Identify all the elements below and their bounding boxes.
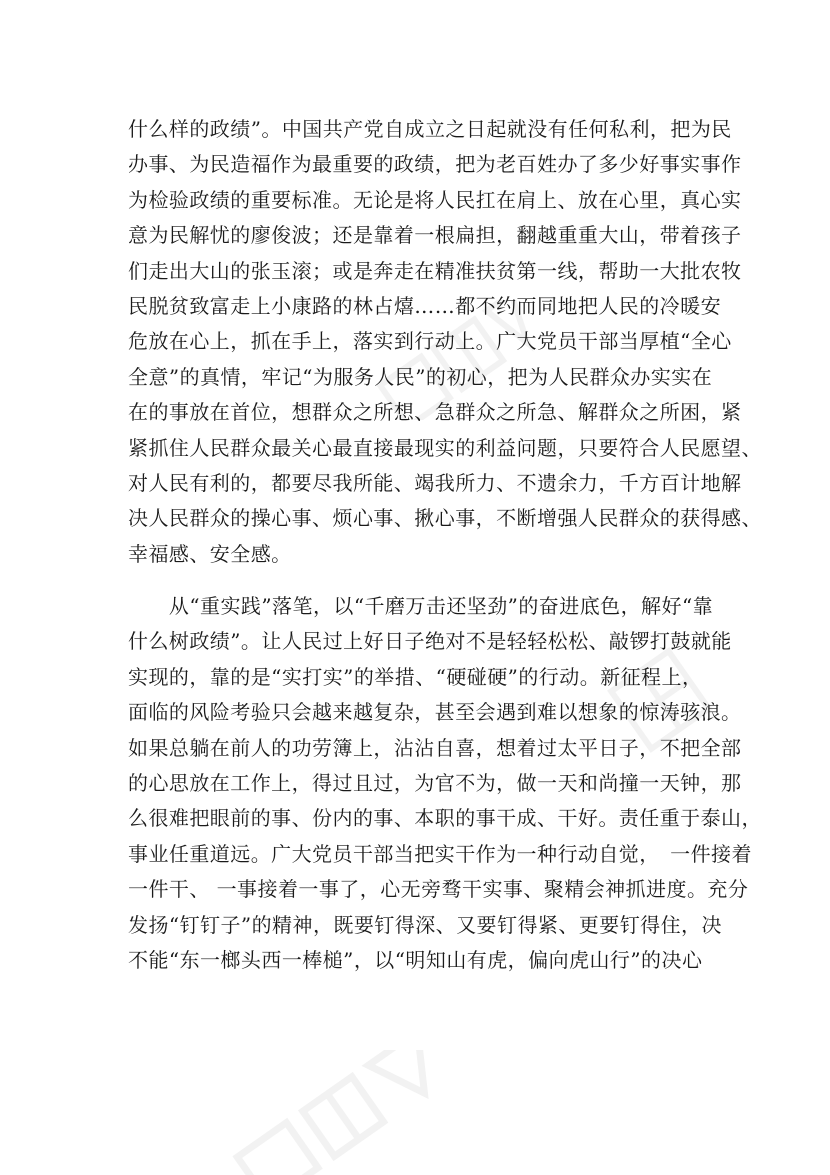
text-line: 什么样的政绩”。中国共产党自成立之日起就没有任何私利，把为民 [128, 117, 732, 141]
text-line: 的心思放在工作上，得过且过，为官不为，做一天和尚撞一天钟，那 [128, 771, 742, 796]
watermark-logo [210, 1050, 470, 1175]
text-line: 幸福感、安全感。 [128, 541, 292, 566]
text-line: 什么树政绩”。让人民过上好日子绝对不是轻轻松松、敲锣打鼓就能 [128, 629, 732, 654]
text-line: 为检验政绩的重要标准。无论是将人民扛在肩上、放在心里，真心实 [128, 187, 742, 212]
paragraph-2 [128, 589, 762, 978]
text-line: 面临的风险考验只会越来越复杂，甚至会遇到难以想象的惊涛骇浪。 [128, 700, 742, 725]
text-line: 么很难把眼前的事、份内的事、本职的事干成、干好。责任重于泰山， [128, 806, 762, 831]
text-line: 对人民有利的，都要尽我所能、竭我所力、不遗余力，千方百计地解 [128, 470, 742, 495]
text-line: 发扬“钉钉子”的精神，既要钉得深、又要钉得紧、更要钉得住，决 [128, 912, 722, 937]
text-line: 办事、为民造福作为最重要的政绩，把为老百姓办了多少好事实事作 [128, 152, 742, 177]
text-line: 不能“东一榔头西一棒槌”，以“明知山有虎，偏向虎山行”的决心 [128, 947, 703, 972]
text-line: 全意”的真情，牢记“为服务人民”的初心，把为人民群众办实实在 [128, 364, 713, 389]
text-line: 危放在心上，抓在手上，落实到行动上。广大党员干部当厚植“全心 [128, 329, 732, 354]
text-line: 民脱贫致富走上小康路的林占熺……都不约而同地把人民的冷暖安 [128, 293, 722, 318]
body-text [128, 112, 762, 978]
text-line: 意为民解忧的廖俊波；还是靠着一根扁担，翻越重重大山，带着孩子 [128, 223, 742, 248]
paragraph-1 [128, 112, 762, 572]
text-line: 一件干、 一事接着一事了，心无旁骛干实事、聚精会神抓进度。充分 [128, 877, 749, 902]
text-line: 们走出大山的张玉滚；或是奔走在精准扶贫第一线，帮助一大批农牧 [128, 258, 742, 283]
text-line: 紧抓住人民群众最关心最直接最现实的利益问题，只要符合人民愿望、 [128, 435, 762, 460]
text-line: 从“重实践”落笔，以“千磨万击还坚劲”的奋进底色，解好“靠 [128, 594, 714, 619]
text-line: 事业任重道远。广大党员干部当把实干作为一种行动自觉， 一件接着 [128, 841, 752, 866]
text-line: 决人民群众的操心事、烦心事、揪心事，不断增强人民群众的获得感、 [128, 506, 762, 531]
text-line: 在的事放在首位，想群众之所想、急群众之所急、解群众之所困，紧 [128, 400, 742, 425]
paragraph-gap [128, 572, 718, 589]
text-line: 如果总躺在前人的功劳簿上，沾沾自喜，想着过太平日子，不把全部 [128, 735, 742, 760]
text-line: 实现的，靠的是“实打实”的举措、“硬碰硬”的行动。新征程上， [128, 664, 703, 689]
